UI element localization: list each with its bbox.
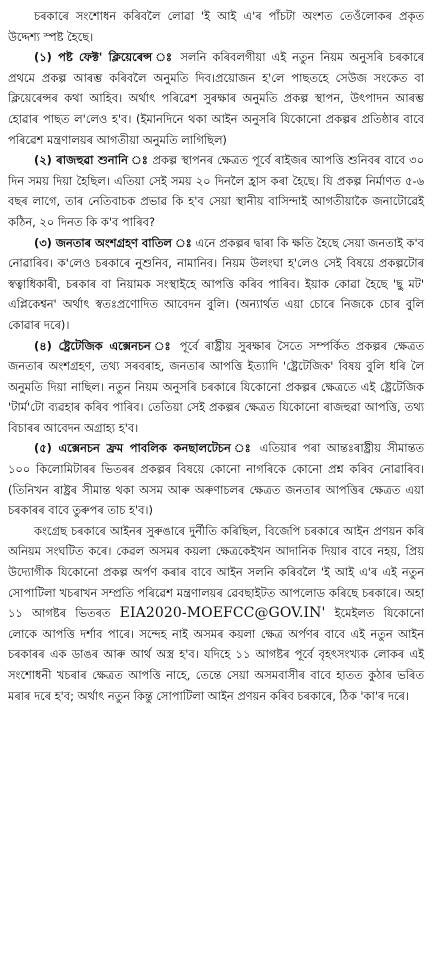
section-2-body: প্ৰকল্প স্থাপনৰ ক্ষেত্ৰত পূৰ্বে ৰাইজৰ আপত্তি শুনিবৰ বাবে ৩০ দিন সময় দিয়া হৈছিল। এতিয়া সেই সময় ২০ দিনলৈ হ্ৰাস কৰা হৈছে। যি প্ৰকল্প নিৰ্মাণত ৫-৬ বছৰ লাগে, তাৰ নেতিবাচক প্ৰভাৱ কি হ'ব সেয়া স্থানীয় বাসিন্দাই আগতীয়াকৈ জনাটোৱেই কঠিন, ২০ দিনত কি ক'ব পাৰিব? <box>8 153 424 229</box>
closing-text-1: কংগ্ৰেছ চৰকাৰে আইনৰ সুৰুঙাৰে দুৰ্নীতি কৰিছিল, বিজেপি চৰকাৰে আইন প্ৰণয়ন কৰি অনিয়ম সংঘটিত কৰে। কেৱল অসমৰ কয়লা ক্ষেত্ৰকেইখন আদানিক দিয়াৰ বাবে নহয়, প্ৰিয় উদ্যোগীক যিকোনো প্ৰকল্প অৰ্পণ কৰাৰ বাবে আইন সলনি কৰিবলৈ 'ই আই এ'ৰ এই নতুন সোপাটিলা খচৰাখন সম্প্ৰতি পৰিৱেশ মন্ত্ৰণালয়ৰ ৱেবছাইটত আপলোড কৰিছে চৰকাৰে। অহা ১১ আগষ্টৰ ভিতৰত <box>8 523 424 621</box>
section-3-heading: (৩) জনতাৰ অংশগ্ৰহণ বাতিল ঃ <box>34 235 192 250</box>
section-1 <box>8 47 424 150</box>
section-3 <box>8 233 424 336</box>
section-5-body: এতিয়াৰ পৰা আন্তঃৰাষ্ট্ৰীয় সীমান্তত ১০০ কিলোমিটাৰৰ ভিতৰৰ প্ৰকল্পৰ বিষয়ে কোনো নাগৰিকে কোনো প্ৰশ্ন কৰিব নোৱাৰিব।(তিনিখন ৰাষ্ট্ৰৰ সীমান্ত থকা অসম আৰু অৰুণাচলৰ ক্ষেত্ৰত জনতাৰ আপত্তিৰ ক্ষেত্ৰত এয়া চৰকাৰৰ বাবে তুৰুপৰ তাচ হ'ব।) <box>8 441 425 518</box>
section-2-heading: (২) ৰাজহুৱা শুনানি ঃ <box>34 153 149 168</box>
email-address: EIA2020-MOEFCC@GOV.IN' <box>119 605 326 622</box>
section-1-body: সলনি কৰিবলগীয়া এই নতুন নিয়ম অনুসৰি চৰকাৰে প্ৰথমে প্ৰকল্প আৰম্ভ কৰিবলৈ অনুমতি দিব।প্ৰয়োজন হ'লে পাছতহে সেউজ সংকেত বা ক্লিয়েৰেন্সৰ কথা আহিব। অৰ্থাৎ পৰিৱেশ সুৰক্ষাৰ অনুমতি প্ৰকল্প স্থাপন, উৎপাদন আৰম্ভ হোৱাৰ পাছত ল'লেও হ'ব। (ইমানদিনে থকা আইন অনুসৰি যিকোনো প্ৰকল্পৰ প্ৰতিষ্ঠাৰ বাবে পৰিৱেশ মন্ত্ৰণালয়ৰ আগতীয়া অনুমতি লাগিছিল) <box>8 50 424 147</box>
section-4 <box>8 336 424 439</box>
section-4-heading: (৪) ষ্ট্ৰেটেজিক এক্সেনচন ঃ <box>34 338 174 353</box>
section-1-heading: (১) পষ্ট ফেক্ট' ক্লিয়েৰেন্স ঃ <box>34 50 175 65</box>
closing-paragraph <box>8 521 424 706</box>
intro-paragraph: চৰকাৰে সংশোধন কৰিবলৈ লোৱা 'ই আই এ'ৰ পাঁচটা অংশত তেওঁলোকৰ প্ৰকৃত উদ্দেশ্য স্পষ্ট হৈছে। <box>8 9 424 44</box>
closing-text-2: ইমেইলত যিকোনো লোকে আপত্তি দৰ্শাব পাৰে। সন্দেহ নাই অসমৰ কয়লা ক্ষেত্ৰ অৰ্পণৰ বাবে এই নতুন আইন চৰকাৰৰ এক ডাঙৰ আৰু আৰ্থ অস্ত্ৰ হ'ব। যদিহে ১১ আগষ্টৰ পূৰ্বে বৃহৎসংখ্যক লোকৰ এই সংশোধনী খচৰাৰ ক্ষেত্ৰত আপত্তি নাহে, তেন্তে সেয়া অসমবাসীৰ বাবে হাতত কুঠাৰ ভৰিত মৰাৰ দৰে হ'ব; অৰ্থাৎ নতুন কিন্তু সোপাটিলা আইন প্ৰণয়ন কৰিব চৰকাৰে, ঠিক 'কা'ৰ দৰে। <box>8 606 424 703</box>
section-5-heading: (৫) এক্সেনচন ফ্ৰম পাবলিক কনছালটেচন ঃ <box>34 441 254 456</box>
section-5 <box>8 438 424 520</box>
section-2 <box>8 150 424 232</box>
section-4-body: পূৰ্বে ৰাষ্ট্ৰীয় সুৰক্ষাৰ সৈতে সম্পৰ্কিত প্ৰকল্পৰ ক্ষেত্ৰত জনতাৰ অংশগ্ৰহণ, তথ্য সৰবৰাহ, জনতাৰ আপত্তি ইত্যাদি 'ষ্ট্ৰেটেজিক' বিষয় বুলি ধৰি লৈ অনুমতি দিয়া নাছিল। নতুন নিয়ম অনুসৰি চৰকাৰে যিকোনো প্ৰকল্পৰ ক্ষেত্ৰতে এই ষ্ট্ৰেটেজিক 'টাৰ্ম'টো ব্যৱহাৰ কৰিব পাৰিব। তেতিয়া সেই প্ৰকল্পৰ ক্ষেত্ৰত যিকোনো ৰাজহুৱা আপত্তি, তথ্য বিচাৰৰ আবেদন অগ্ৰাহ্য হ'ব। <box>8 338 425 435</box>
section-3-body: এনে প্ৰকল্পৰ দ্বাৰা কি ক্ষতি হৈছে সেয়া জনতাই ক'ব নোৱাৰিব। ক'লেও চৰকাৰে নুশুনিব, নামানিব। নিয়ম উলংঘা হ'লেও সেই বিষয়ে প্ৰকল্পটোৰ স্বত্বাধিকাৰী, চৰকাৰ বা নিয়ামক সংস্থাইহে আপত্তি কৰিব পাৰিব। ইয়াক কোৱা হৈছে 'ছু মট' এপ্লিকেশ্বন' অৰ্থাৎ স্বতঃপ্ৰণোদিত আবেদন বুলি। (অন্যাৰ্থত এয়া চোৰে নিজকে চোৰ বুলি কোৱাৰ দৰে)। <box>8 235 425 332</box>
